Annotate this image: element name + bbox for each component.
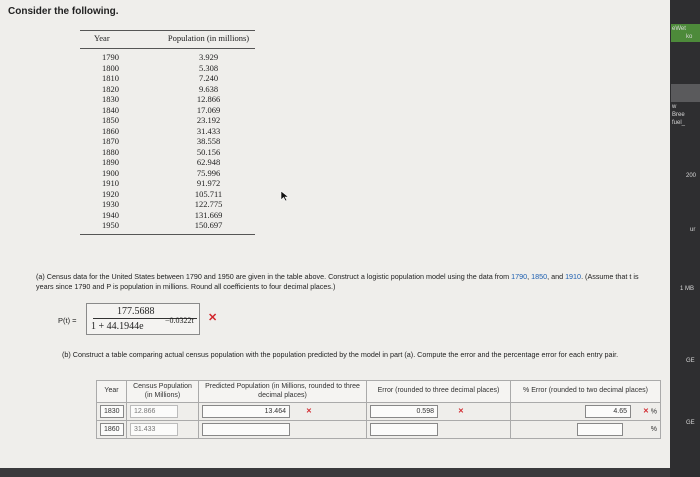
background-text: eWet [672, 26, 686, 32]
percent-error-input[interactable] [577, 423, 623, 436]
error-input[interactable]: 0.598 [370, 405, 438, 418]
part-a-sep-2: , and [547, 272, 566, 281]
census-year: 1950 [80, 220, 162, 234]
background-text: 1 MB [680, 286, 695, 292]
census-population: 131.669 [194, 209, 223, 220]
background-window-strip [670, 0, 700, 477]
census-population: 31.433 [196, 125, 221, 136]
part-a-year-1: 1790 [511, 272, 528, 281]
formula-exponent: −0.0322t [165, 316, 194, 325]
census-year: 1820 [102, 83, 119, 94]
part-a-text-2: . (Assume that t is years since 1790 and P is population in millions. Round all coefficients to four decimal places.) [36, 272, 639, 291]
part-a-question [36, 272, 656, 292]
background-text: fuel_ [672, 120, 686, 126]
incorrect-mark-icon: ✕ [457, 408, 464, 416]
incorrect-mark-icon: ✕ [208, 312, 218, 324]
census-year: 1890 [102, 157, 119, 167]
census-population: 23.192 [196, 115, 221, 125]
census-value: 12.866 [130, 405, 178, 418]
comparison-header-year: Year [97, 381, 127, 403]
census-population: 9.638 [198, 83, 219, 94]
census-table [80, 30, 255, 235]
census-year: 1790 [102, 52, 119, 62]
census-row [80, 63, 255, 74]
census-row [80, 147, 255, 158]
census-population: 50.156 [196, 146, 221, 157]
census-year: 1830 [102, 94, 119, 104]
formula-numerator: 177.5688 [117, 306, 155, 317]
census-row [80, 105, 255, 116]
census-population: 122.775 [194, 199, 223, 209]
census-row [80, 136, 255, 147]
census-year: 1840 [102, 104, 119, 115]
census-row [80, 115, 255, 126]
comparison-header-error: Error (rounded to three decimal places) [367, 381, 511, 403]
census-population: 75.996 [196, 167, 221, 178]
census-row [80, 49, 255, 63]
census-table-body [80, 49, 255, 235]
census-header-population: Population (in millions) [162, 31, 255, 49]
page-title: Consider the following. [8, 6, 119, 17]
part-b-question: (b) Construct a table comparing actual census population with the population predicted by the model in part (a). Compute the error and the percentage error for each entry pair. [62, 350, 619, 359]
percent-error-input[interactable]: 4.65 [585, 405, 631, 418]
predicted-input[interactable]: 13.464 [202, 405, 290, 418]
comparison-table [96, 380, 661, 439]
incorrect-mark-icon: ✕ [305, 408, 312, 416]
census-year: 1930 [102, 199, 119, 209]
comparison-header-percent-error: % Error (rounded to two decimal places) [511, 381, 661, 403]
census-row [80, 189, 255, 200]
census-population: 7.240 [198, 73, 219, 83]
census-year: 1860 [102, 125, 119, 136]
year-input[interactable]: 1830 [100, 405, 124, 418]
census-year: 1940 [102, 209, 119, 220]
census-row [80, 178, 255, 189]
census-row [80, 84, 255, 95]
census-population: 91.972 [196, 178, 221, 188]
background-thumbnail [671, 84, 700, 102]
census-population: 5.308 [198, 62, 219, 73]
formula-answer-box[interactable] [86, 303, 200, 335]
background-text: Bree [672, 112, 685, 118]
census-row [80, 210, 255, 221]
census-row [80, 73, 255, 84]
part-a-text-1: (a) Census data for the United States between 1790 and 1950 are given in the table above. Construct a logistic population model using the data from [36, 272, 512, 281]
census-population: 38.558 [196, 136, 221, 146]
census-year: 1920 [102, 188, 119, 199]
census-year: 1910 [102, 178, 119, 188]
census-value: 31.433 [130, 423, 178, 436]
census-population: 62.948 [196, 157, 221, 167]
part-a-year-3: 1910 [565, 272, 582, 281]
formula-denominator: 1 + 44.1944e [91, 321, 144, 332]
percent-unit: % [650, 408, 657, 416]
census-row [80, 168, 255, 179]
background-text: w [672, 104, 677, 110]
mouse-cursor-icon [280, 190, 290, 202]
census-header-year: Year [80, 31, 162, 49]
incorrect-mark-icon: ✕ [642, 408, 649, 416]
census-year: 1900 [102, 167, 119, 178]
census-row [80, 220, 255, 234]
census-year: 1800 [102, 62, 119, 73]
census-population: 12.866 [196, 94, 221, 104]
census-population: 105.711 [194, 188, 223, 199]
background-text: ko [686, 34, 693, 40]
census-year: 1810 [102, 73, 119, 83]
census-year: 1850 [102, 115, 119, 125]
part-a-year-2: 1850 [531, 272, 548, 281]
formula-label: P(t) = [58, 316, 77, 325]
census-year: 1880 [102, 146, 119, 157]
census-population: 150.697 [162, 220, 255, 234]
census-row [80, 94, 255, 105]
table-row [97, 421, 661, 439]
census-row [80, 157, 255, 168]
part-a-sep-1: , [527, 272, 532, 281]
year-input[interactable]: 1860 [100, 423, 124, 436]
census-population: 3.929 [198, 52, 219, 62]
taskbar [0, 468, 670, 477]
background-text: ur [690, 227, 696, 233]
census-row [80, 126, 255, 137]
background-text: 200 [686, 173, 697, 179]
predicted-input[interactable] [202, 423, 290, 436]
census-year: 1870 [102, 136, 119, 146]
census-row [80, 199, 255, 210]
background-text: GE [686, 358, 695, 364]
percent-unit: % [650, 426, 657, 434]
census-population: 17.069 [196, 104, 221, 115]
background-text: GE [686, 420, 695, 426]
comparison-header-predicted: Predicted Population (in Millions, rounded to three decimal places) [199, 381, 367, 403]
error-input[interactable] [370, 423, 438, 436]
comparison-header-census: Census Population (in Millions) [127, 381, 199, 403]
table-row [97, 403, 661, 421]
